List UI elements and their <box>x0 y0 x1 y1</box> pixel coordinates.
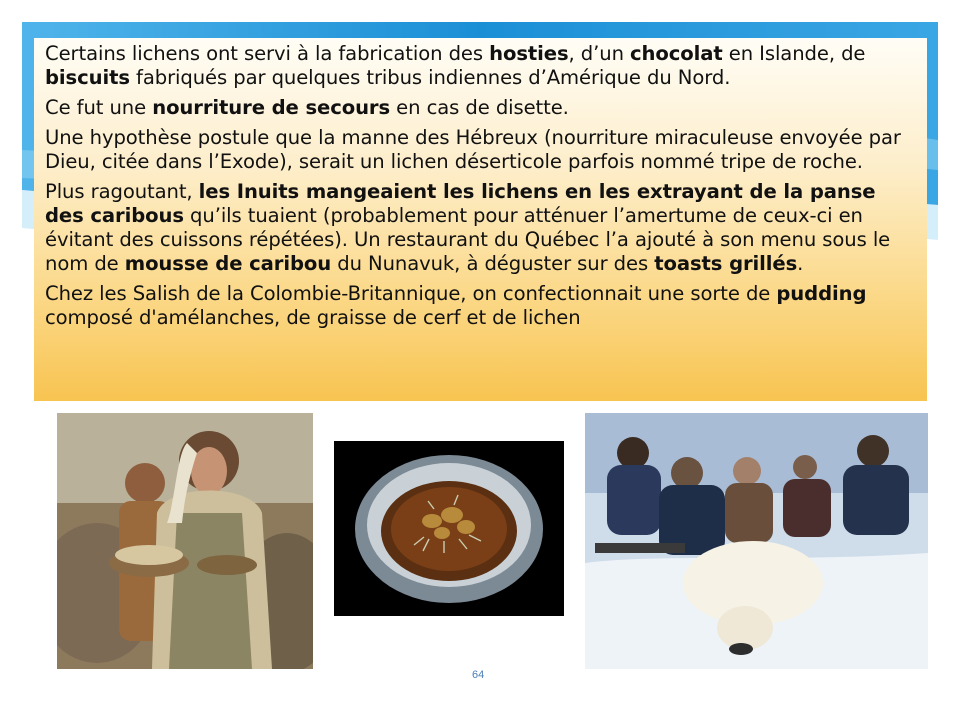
photo-bowl-mousse-de-caribou <box>334 441 564 616</box>
emphasis-text: hosties <box>489 42 569 65</box>
paragraph-text: en Islande, de <box>722 42 866 65</box>
paragraph-text: qu’ils tuaient (probablement pour atténuer l’amertume de ceux-ci en évitant des cuissons répétées). Un restaurant du Québec l’a ajouté à son menu sous le nom de <box>45 204 891 275</box>
page-number: 64 <box>472 669 485 681</box>
text-panel <box>34 38 927 401</box>
paragraph-salish <box>45 282 915 330</box>
emphasis-text: toasts grillés <box>654 252 798 275</box>
paragraph-text: Une hypothèse postule que la manne des Hébreux (nourriture miraculeuse envoyée par Dieu, citée dans l’Exode), serait un lichen déserticole parfois nommé tripe de roche. <box>45 126 901 173</box>
photo-biblical-figure-with-baskets <box>57 413 313 669</box>
photo-inuit-hunters-polar-bear <box>585 413 928 669</box>
paragraph-text: Certains lichens ont servi à la fabrication des <box>45 42 490 65</box>
emphasis-text: les Inuits mangeaient les lichens en les extrayant de la panse des caribous <box>45 180 876 227</box>
emphasis-text: nourriture de secours <box>152 96 391 119</box>
paragraph-inuits <box>45 180 915 276</box>
paragraph-manne-hebreux <box>45 126 915 174</box>
emphasis-text: chocolat <box>630 42 723 65</box>
emphasis-text: mousse de caribou <box>124 252 332 275</box>
paragraph-text: Ce fut une <box>45 96 153 119</box>
paragraph-text: Chez les Salish de la Colombie-Britannique, on confectionnait une sorte de <box>45 282 777 305</box>
paragraph-text: composé d'amélanches, de graisse de cerf et de lichen <box>45 306 581 329</box>
paragraph-nourriture-secours <box>45 96 915 120</box>
paragraph-text: fabriqués par quelques tribus indiennes d’Amérique du Nord. <box>129 66 731 89</box>
emphasis-text: biscuits <box>45 66 130 89</box>
paragraph-hosties <box>45 42 915 90</box>
paragraph-text: du Nunavuk, à déguster sur des <box>331 252 655 275</box>
paragraph-text: Plus ragoutant, <box>45 180 199 203</box>
paragraph-text: en cas de disette. <box>390 96 569 119</box>
emphasis-text: pudding <box>776 282 867 305</box>
paragraph-text: , d’un <box>568 42 631 65</box>
paragraph-text: . <box>797 252 804 275</box>
